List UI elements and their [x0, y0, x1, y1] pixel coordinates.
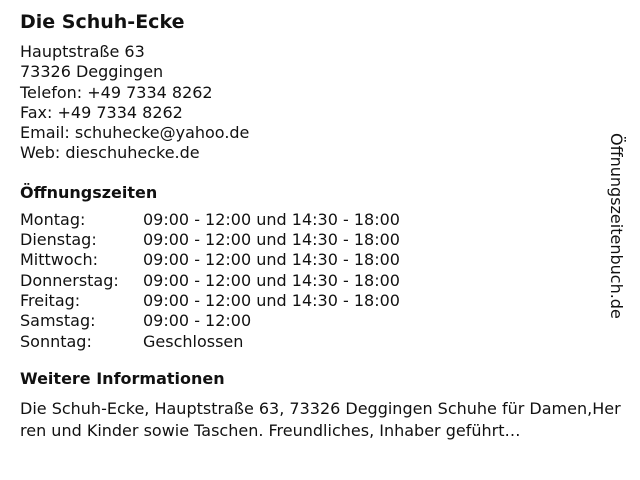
hours-row: [20, 230, 620, 250]
opening-hours-table: [20, 210, 620, 352]
hours-row: [20, 332, 620, 352]
hours-time: 09:00 - 12:00 und 14:30 - 18:00: [143, 230, 400, 250]
hours-day: Montag:: [20, 209, 86, 229]
hours-day: Freitag:: [20, 290, 81, 310]
hours-time: 09:00 - 12:00: [143, 311, 252, 331]
more-info-heading: Weitere Informationen: [20, 368, 225, 388]
site-watermark-label: Öffnungszeitenbuch.de: [607, 133, 626, 319]
opening-hours-heading: Öffnungszeiten: [20, 182, 158, 202]
hours-time: 09:00 - 12:00 und 14:30 - 18:00: [143, 250, 400, 270]
hours-day: Dienstag:: [20, 230, 97, 250]
hours-row: [20, 250, 620, 270]
hours-day: Samstag:: [20, 311, 96, 331]
phone-line: Telefon: +49 7334 8262: [20, 82, 213, 102]
hours-day: Mittwoch:: [20, 250, 98, 270]
hours-row: [20, 210, 620, 230]
hours-day: Sonntag:: [20, 331, 92, 351]
web-line: Web: dieschuhecke.de: [20, 143, 200, 163]
hours-row: [20, 291, 620, 311]
address-city: 73326 Deggingen: [20, 62, 164, 82]
more-info-text: Die Schuh-Ecke, Hauptstraße 63, 73326 Deggingen Schuhe für Damen,Herren und Kinder sowie Taschen. Freundliches, Inhaber geführt…: [20, 398, 621, 440]
hours-row: [20, 311, 620, 331]
email-line: Email: schuhecke@yahoo.de: [20, 123, 250, 143]
address-street: Hauptstraße 63: [20, 42, 145, 61]
hours-day: Donnerstag:: [20, 270, 119, 290]
contact-block: [20, 42, 620, 164]
fax-line: Fax: +49 7334 8262: [20, 102, 183, 122]
hours-time: 09:00 - 12:00 und 14:30 - 18:00: [143, 270, 400, 290]
business-name: Die Schuh-Ecke: [20, 11, 185, 33]
hours-time: 09:00 - 12:00 und 14:30 - 18:00: [143, 209, 400, 229]
business-card: [20, 8, 620, 442]
hours-time: Geschlossen: [143, 331, 244, 351]
hours-row: [20, 271, 620, 291]
hours-time: 09:00 - 12:00 und 14:30 - 18:00: [143, 290, 400, 310]
